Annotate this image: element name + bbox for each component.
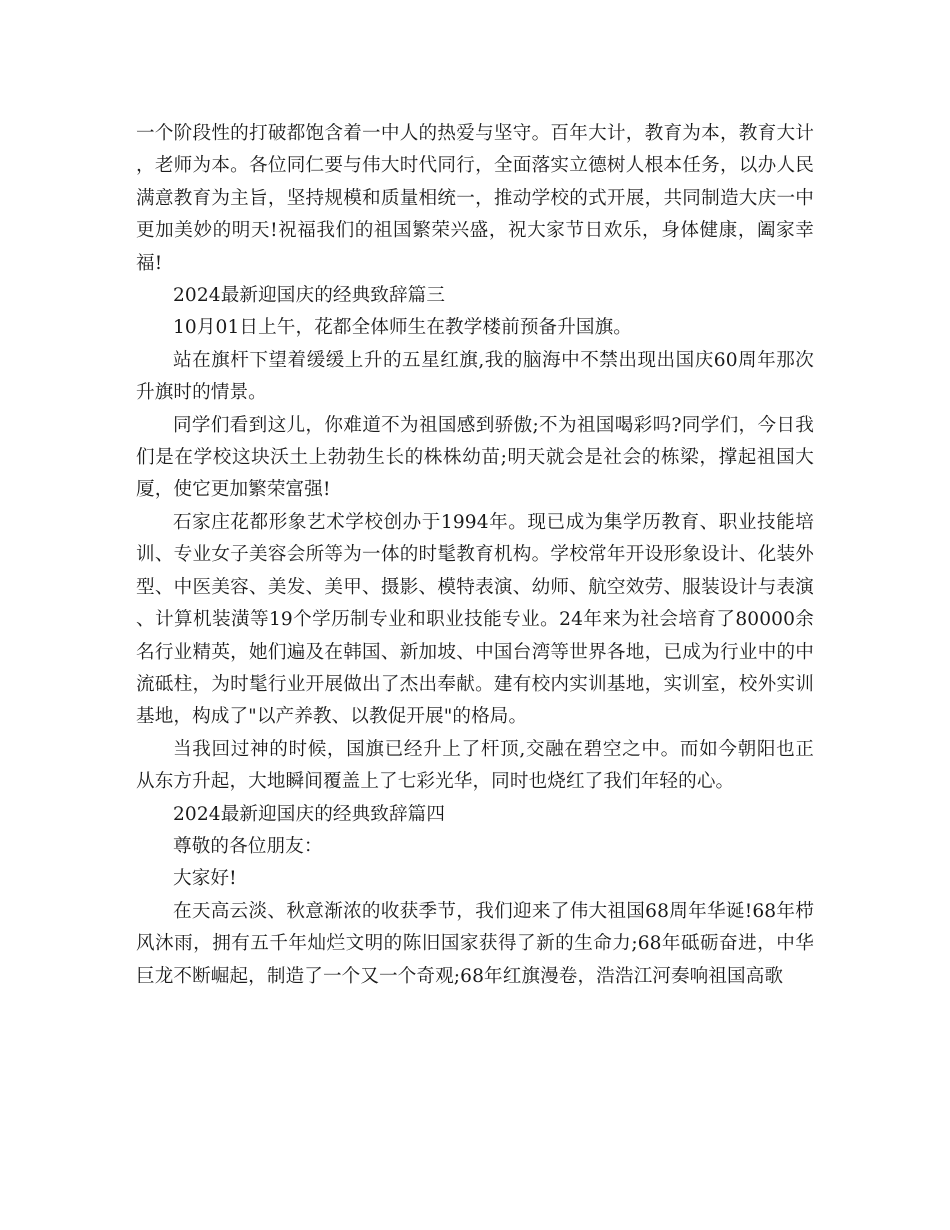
section-heading-part-three: 2024最新迎国庆的经典致辞篇三 xyxy=(173,285,446,307)
section-heading-part-four: 2024最新迎国庆的经典致辞篇四 xyxy=(173,803,446,825)
paragraph: 石家庄花都形象艺术学校创办于1994年。现已成为集学历教育、职业技能培训、专业女子美容会所等为一体的时髦教育机构。学校常年开设形象设计、化装外型、中医美容、美发、美甲、摄影、模特表演、幼师、航空效劳、服装设计与表演、计算机装潢等19个学历制专业和职业技能专业。24年来为社会培育了80000余名行业精英，她们遍及在韩国、新加坡、中国台湾等世界各地，已成为行业中的中流砥柱，为时髦行业开展做出了杰出奉献。建有校内实训基地，实训室，校外实训基地，构成了"以产养教、以教促开展"的格局。 xyxy=(136,511,814,728)
greeting: 大家好! xyxy=(173,868,237,890)
paragraph: 在天高云淡、秋意渐浓的收获季节，我们迎来了伟大祖国68周年华诞!68年栉风沐雨，拥有五千年灿烂文明的陈旧国家获得了新的生命力;68年砥砺奋进，中华巨龙不断崛起，制造了一个又一个奇观;68年红旗漫卷，浩浩江河奏响祖国高歌 xyxy=(136,900,814,987)
paragraph-continuation: 一个阶段性的打破都饱含着一中人的热爱与坚守。百年大计，教育为本，教育大计，老师为本。各位同仁要与伟大时代同行，全面落实立德树人根本任务，以办人民满意教育为主旨，坚持规模和质量相统一，推动学校的式开展，共同制造大庆一中更加美妙的明天!祝福我们的祖国繁荣兴盛，祝大家节日欢乐，身体健康，阖家幸福! xyxy=(136,123,814,274)
paragraph: 站在旗杆下望着缓缓上升的五星红旗,我的脑海中不禁出现出国庆60周年那次升旗时的情景。 xyxy=(136,349,814,404)
salutation: 尊敬的各位朋友： xyxy=(173,835,323,857)
paragraph: 当我回过神的时候，国旗已经升上了杆顶,交融在碧空之中。而如今朝阳也正从东方升起，大地瞬间覆盖上了七彩光华，同时也烧红了我们年轻的心。 xyxy=(136,738,814,793)
paragraph: 同学们看到这儿，你难道不为祖国感到骄傲;不为祖国喝彩吗?同学们，今日我们是在学校这块沃土上勃勃生长的株株幼苗;明天就会是社会的栋梁，撑起祖国大厦，使它更加繁荣富强! xyxy=(136,414,814,501)
document-body xyxy=(136,118,814,993)
paragraph: 10月01日上午，花都全体师生在教学楼前预备升国旗。 xyxy=(173,317,632,339)
